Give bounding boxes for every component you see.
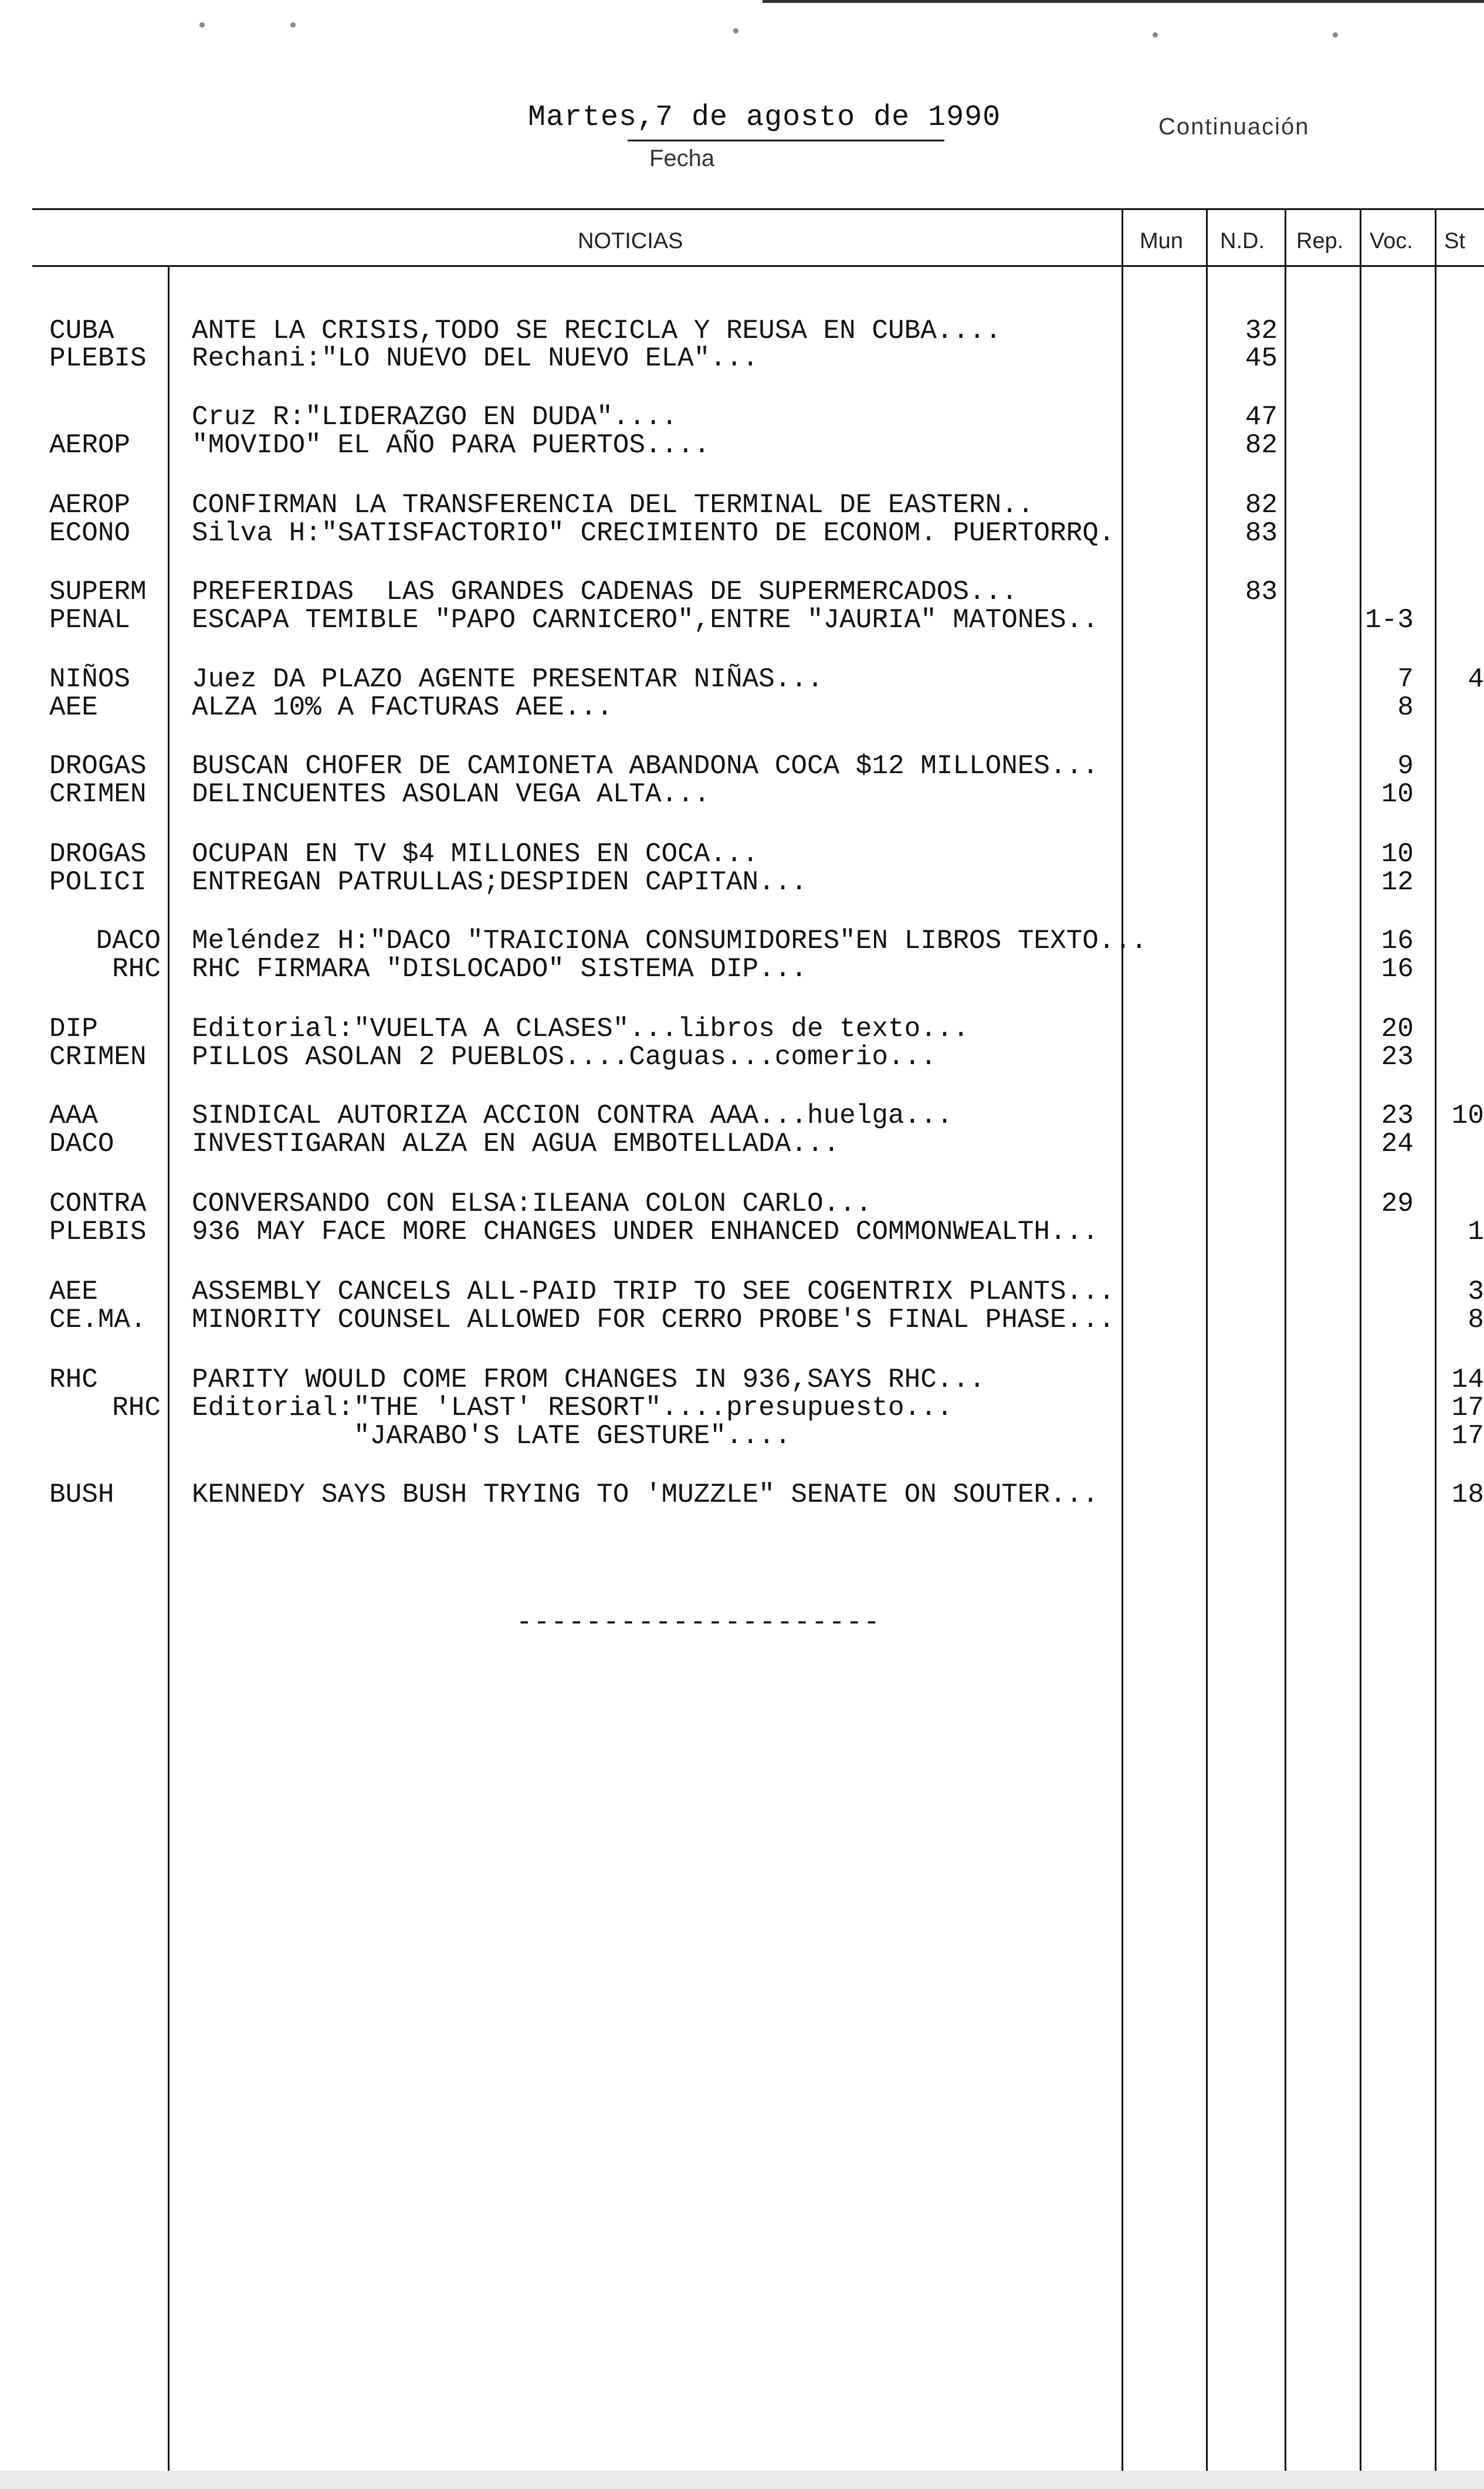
row-tag: AEE: [49, 692, 98, 723]
news-headline: ASSEMBLY CANCELS ALL-PAID TRIP TO SEE COGENTRIX PLANTS...: [192, 1276, 1115, 1307]
news-headline: INVESTIGARAN ALZA EN AGUA EMBOTELLADA...: [192, 1129, 840, 1159]
date-underline: [628, 140, 944, 141]
news-headline: ANTE LA CRISIS,TODO SE RECICLA Y REUSA EN CUBA....: [192, 316, 1002, 346]
nd-page: 32: [1245, 316, 1278, 346]
news-headline: Rechani:"LO NUEVO DEL NUEVO ELA"...: [192, 343, 759, 374]
st-column-rule: [1435, 208, 1436, 2488]
col-header-noticias: NOTICIAS: [578, 229, 683, 253]
news-headline: PREFERIDAS LAS GRANDES CADENAS DE SUPERMERCADOS...: [192, 577, 1018, 607]
row-tag: PENAL: [49, 605, 131, 635]
news-headline: Editorial:"VUELTA A CLASES"...libros de texto...: [192, 1014, 970, 1044]
st-page: 14: [1451, 1364, 1484, 1395]
col-header-nd: N.D.: [1220, 229, 1265, 253]
end-separator: ---------------------: [516, 1607, 881, 1638]
row-tag: RHC: [112, 954, 161, 984]
st-page: 17: [1451, 1393, 1484, 1423]
news-headline: DELINCUENTES ASOLAN VEGA ALTA...: [192, 779, 710, 810]
row-tag: DROGAS: [49, 751, 147, 781]
nd-page: 82: [1245, 430, 1278, 460]
row-tag: POLICI: [49, 867, 147, 898]
voc-page: 20: [1381, 1014, 1414, 1044]
row-tag: AEROP: [49, 490, 131, 520]
row-tag: PLEBIS: [49, 343, 147, 374]
top-edge: [763, 0, 1484, 3]
page-bottom-edge: [0, 2471, 1484, 2489]
row-tag: BUSH: [49, 1479, 114, 1510]
row-tag: DACO: [49, 1129, 114, 1159]
row-tag: NIÑOS: [49, 664, 131, 695]
row-tag: CE.MA.: [49, 1305, 147, 1335]
nd-column-rule: [1206, 208, 1208, 2488]
voc-page: 7: [1397, 664, 1414, 695]
voc-page: 10: [1381, 779, 1414, 810]
news-headline: Cruz R:"LIDERAZGO EN DUDA"....: [192, 402, 678, 432]
row-tag: PLEBIS: [49, 1217, 147, 1247]
voc-page: 24: [1381, 1129, 1414, 1159]
rep-column-rule: [1285, 208, 1286, 2488]
news-headline: Meléndez H:"DACO "TRAICIONA CONSUMIDORES"EN LIBROS TEXTO...: [192, 926, 1147, 956]
news-headline: Juez DA PLAZO AGENTE PRESENTAR NIÑAS...: [192, 664, 824, 695]
table-top-rule: [32, 208, 1484, 210]
news-headline: SINDICAL AUTORIZA ACCION CONTRA AAA...huelga...: [192, 1100, 953, 1131]
row-tag: AEROP: [49, 430, 131, 460]
row-tag: DACO: [96, 926, 161, 956]
col-header-voc: Voc.: [1370, 229, 1413, 253]
st-page: 3: [1468, 1276, 1484, 1307]
st-page: 18: [1451, 1479, 1484, 1510]
news-headline: RHC FIRMARA "DISLOCADO" SISTEMA DIP...: [192, 954, 807, 984]
row-tag: CRIMEN: [49, 1042, 147, 1072]
st-page: 17: [1451, 1421, 1484, 1451]
news-headline: CONFIRMAN LA TRANSFERENCIA DEL TERMINAL DE EASTERN..: [192, 490, 1034, 520]
scan-speck: [1153, 32, 1158, 38]
voc-page: 29: [1381, 1188, 1414, 1219]
row-tag: CRIMEN: [49, 779, 147, 810]
nd-page: 82: [1245, 490, 1278, 520]
st-page: 4: [1468, 664, 1484, 695]
row-tag: DIP: [49, 1014, 98, 1044]
voc-page: 1-3: [1365, 605, 1414, 635]
voc-page: 23: [1381, 1100, 1414, 1131]
scan-speck: [199, 22, 205, 28]
voc-page: 12: [1381, 867, 1414, 898]
news-headline: PILLOS ASOLAN 2 PUEBLOS....Caguas...comerio...: [192, 1042, 937, 1072]
news-headline: ALZA 10% A FACTURAS AEE...: [192, 692, 613, 723]
nd-page: 83: [1245, 518, 1278, 548]
mun-column-rule: [1122, 208, 1123, 2488]
row-tag: AEE: [49, 1276, 98, 1307]
row-tag: ECONO: [49, 518, 131, 548]
tag-column-rule: [168, 265, 170, 2488]
news-headline: BUSCAN CHOFER DE CAMIONETA ABANDONA COCA $12 MILLONES...: [192, 751, 1099, 781]
col-header-rep: Rep.: [1296, 229, 1344, 253]
row-tag: DROGAS: [49, 839, 147, 869]
st-page: 1: [1468, 1217, 1484, 1247]
voc-page: 16: [1381, 926, 1414, 956]
date-caption: Fecha: [649, 145, 715, 171]
voc-column-rule: [1360, 208, 1361, 2488]
news-headline: PARITY WOULD COME FROM CHANGES IN 936,SAYS RHC...: [192, 1364, 985, 1395]
nd-page: 83: [1245, 577, 1278, 607]
voc-page: 8: [1397, 692, 1414, 723]
row-tag: AAA: [49, 1100, 98, 1131]
voc-page: 10: [1381, 839, 1414, 869]
voc-page: 23: [1381, 1042, 1414, 1072]
row-tag: CONTRA: [49, 1188, 147, 1219]
news-headline: ESCAPA TEMIBLE "PAPO CARNICERO",ENTRE "JAURIA" MATONES..: [192, 605, 1099, 635]
news-headline: KENNEDY SAYS BUSH TRYING TO 'MUZZLE" SENATE ON SOUTER...: [192, 1479, 1099, 1510]
news-headline: Editorial:"THE 'LAST' RESORT"....presupuesto...: [192, 1393, 953, 1423]
nd-page: 47: [1245, 402, 1278, 432]
row-tag: RHC: [49, 1364, 98, 1395]
voc-page: 9: [1397, 751, 1414, 781]
news-headline: CONVERSANDO CON ELSA:ILEANA COLON CARLO...: [192, 1188, 872, 1219]
scan-speck: [733, 28, 738, 33]
table-header-rule: [32, 265, 1484, 267]
news-headline: Silva H:"SATISFACTORIO" CRECIMIENTO DE ECONOM. PUERTORRQ.: [192, 518, 1115, 548]
voc-page: 16: [1381, 954, 1414, 984]
row-tag: CUBA: [49, 316, 114, 346]
scan-speck: [1333, 32, 1338, 38]
row-tag: RHC: [112, 1393, 161, 1423]
row-tag: SUPERM: [49, 577, 147, 607]
nd-page: 45: [1245, 343, 1278, 374]
continuation-label: Continuación: [1158, 114, 1310, 140]
news-headline: ENTREGAN PATRULLAS;DESPIDEN CAPITAN...: [192, 867, 807, 898]
st-page: 8: [1468, 1305, 1484, 1335]
col-header-mun: Mun: [1140, 229, 1183, 253]
page-date: Martes,7 de agosto de 1990: [528, 101, 1001, 134]
col-header-st: St: [1444, 229, 1465, 253]
st-page: 10: [1451, 1100, 1484, 1131]
news-headline: OCUPAN EN TV $4 MILLONES EN COCA...: [192, 839, 759, 869]
news-headline: MINORITY COUNSEL ALLOWED FOR CERRO PROBE'S FINAL PHASE...: [192, 1305, 1115, 1335]
news-headline: "MOVIDO" EL AÑO PARA PUERTOS....: [192, 430, 710, 460]
scan-speck: [290, 22, 296, 28]
news-headline: "JARABO'S LATE GESTURE"....: [192, 1421, 791, 1451]
news-headline: 936 MAY FACE MORE CHANGES UNDER ENHANCED COMMONWEALTH...: [192, 1217, 1099, 1247]
